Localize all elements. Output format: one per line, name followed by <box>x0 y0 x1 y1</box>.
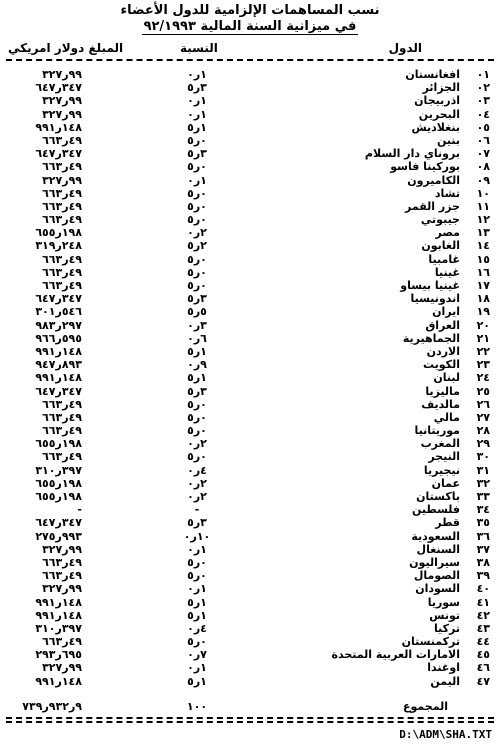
row-number: ٢٨ <box>476 424 490 438</box>
country-name: فلسطين <box>412 503 460 517</box>
header-amount: المبلغ دولار امريكي <box>8 41 124 55</box>
country-name: سوريا <box>427 595 460 609</box>
row-percentage: ٠ر٥ <box>187 424 207 438</box>
row-number: ٢٢ <box>476 344 490 358</box>
country-name: تركيا <box>434 621 460 635</box>
contributions-table <box>0 68 500 688</box>
row-amount: ٤٩ر٦٦٣ <box>42 199 82 213</box>
row-number: ٤٥ <box>476 648 490 662</box>
row-percentage: ٣ر٥ <box>187 292 207 306</box>
row-percentage: ٠ر٥ <box>187 160 207 174</box>
table-row <box>0 174 500 187</box>
row-amount: ٩٩ر٣٢٧ <box>42 68 82 81</box>
row-percentage: ٣ر٥ <box>187 147 207 161</box>
row-number: ١٥ <box>476 252 490 266</box>
country-name: السودان <box>415 582 460 596</box>
table-row <box>0 477 500 490</box>
row-number: ٢٠ <box>476 318 490 332</box>
table-row <box>0 108 500 121</box>
row-amount: ٣٤٧ر٦٤٧ <box>35 292 82 306</box>
row-percentage: ١ر٥ <box>187 120 207 134</box>
row-amount: ٤٩ر٦٦٣ <box>42 160 82 174</box>
table-row <box>0 239 500 252</box>
row-number: ٤٠ <box>476 582 490 596</box>
table-row <box>0 437 500 450</box>
row-number: ١١ <box>476 199 490 213</box>
row-percentage: ٢ر٠ <box>187 226 207 240</box>
table-row <box>0 385 500 398</box>
table-row <box>0 81 500 94</box>
row-percentage: ٦ر٠ <box>187 331 207 345</box>
table-row <box>0 596 500 609</box>
row-percentage: ١ر٥ <box>187 674 207 688</box>
table-row <box>0 450 500 463</box>
row-percentage: ٣ر٥ <box>187 516 207 530</box>
table-row <box>0 582 500 595</box>
row-number: ١٨ <box>476 292 490 306</box>
country-name: باكستان <box>416 490 460 503</box>
row-percentage: ٠ر٥ <box>187 450 207 464</box>
row-amount: ٤٩ر٦٦٣ <box>42 410 82 424</box>
row-amount: ١٤٨ر٩٩١ <box>35 595 82 609</box>
row-amount: ٢٩٧ر٩٨٣ <box>35 318 82 332</box>
row-number: ٣٨ <box>476 555 490 569</box>
row-percentage: ٢ر٠ <box>187 476 207 490</box>
total-row <box>0 700 500 714</box>
row-amount: ٣٤٧ر٦٤٧ <box>35 516 82 530</box>
country-name: غامبيا <box>428 252 460 266</box>
file-path: D:\ADM\SHA.TXT <box>399 728 492 741</box>
table-row <box>0 556 500 569</box>
row-amount: ٤٩ر٦٦٣ <box>42 133 82 147</box>
row-percentage: ٠ر٥ <box>187 635 207 649</box>
row-percentage: ٤ر٠ <box>187 463 207 477</box>
row-number: ٣٤ <box>476 503 490 517</box>
row-amount: ٤٩ر٦٦٣ <box>42 397 82 411</box>
table-row <box>0 266 500 279</box>
row-number: ٢٤ <box>476 371 490 385</box>
country-name: مالي <box>433 410 460 424</box>
row-amount: ٤٩ر٦٦٣ <box>42 265 82 279</box>
row-percentage: ٠ر٥ <box>187 265 207 279</box>
row-number: ٢٩ <box>476 437 490 451</box>
country-name: بنين <box>436 133 460 147</box>
country-name: بنغلاديش <box>411 120 460 134</box>
row-amount: ٥٤٦ر٣٠١ <box>35 305 82 319</box>
table-row <box>0 530 500 543</box>
country-name: المغرب <box>420 437 460 451</box>
table-row <box>0 358 500 371</box>
row-number: ٤٦ <box>476 661 490 675</box>
country-name: السنغال <box>416 542 460 556</box>
country-name: الصومال <box>413 569 460 583</box>
row-percentage: ١ر٠ <box>187 542 207 556</box>
row-percentage: ٢ر٥ <box>187 239 207 253</box>
document-subtitle-text: في ميزانية السنة المالية ٩٢/١٩٩٣ <box>143 19 357 34</box>
row-percentage: ١ر٥ <box>187 608 207 622</box>
row-amount: ١٩٨ر٦٥٥ <box>35 476 82 490</box>
country-name: البحرين <box>418 107 460 121</box>
row-amount: ٣٤٧ر٦٤٧ <box>35 384 82 398</box>
row-amount: ١٩٨ر٦٥٥ <box>35 490 82 503</box>
row-number: ٢٧ <box>476 410 490 424</box>
row-percentage: - <box>194 503 200 517</box>
country-name: بوركينا فاسو <box>390 160 460 174</box>
row-percentage: ٣ر٠ <box>187 318 207 332</box>
header-divider <box>6 59 494 61</box>
footer-divider <box>6 717 494 719</box>
row-amount: ٩٩ر٣٢٧ <box>42 94 82 108</box>
row-percentage: ١ر٥ <box>187 344 207 358</box>
row-number: ٤٣ <box>476 621 490 635</box>
row-amount: ٨٩٣ر٩٤٧ <box>35 358 82 372</box>
country-name: موريتانيا <box>414 424 460 438</box>
country-name: غينيا <box>434 265 460 279</box>
table-row <box>0 94 500 107</box>
row-number: ٠٨ <box>476 160 490 174</box>
country-name: جزر القمر <box>405 199 460 213</box>
row-amount: ٣٩٧ر٣١٠ <box>35 621 82 635</box>
table-row <box>0 543 500 556</box>
row-percentage: ٠ر٥ <box>187 555 207 569</box>
row-amount: ٤٩ر٦٦٣ <box>42 213 82 227</box>
total-label: المجموع <box>403 700 448 713</box>
row-number: ١٧ <box>476 279 490 292</box>
row-percentage: ٣ر٥ <box>187 384 207 398</box>
table-row <box>0 305 500 318</box>
table-row <box>0 503 500 516</box>
table-row <box>0 516 500 529</box>
country-name: قطر <box>435 516 460 530</box>
row-amount: ٤٩ر٦٦٣ <box>42 635 82 649</box>
row-percentage: ٠ر٥ <box>187 569 207 583</box>
country-name: تركمنستان <box>401 635 460 649</box>
row-number: ٣٥ <box>476 516 490 530</box>
country-name: لبنان <box>433 371 460 385</box>
table-row <box>0 332 500 345</box>
row-percentage: ٠ر٥ <box>187 252 207 266</box>
row-amount: ١٩٨ر٦٥٥ <box>35 437 82 451</box>
row-percentage: ٧ر٠ <box>187 648 207 662</box>
country-name: مالديف <box>421 397 460 411</box>
row-amount: ٤٩ر٦٦٣ <box>42 555 82 569</box>
row-amount: ٤٩ر٦٦٣ <box>42 424 82 438</box>
table-row <box>0 160 500 173</box>
row-number: ٠٩ <box>476 173 490 187</box>
table-row <box>0 200 500 213</box>
row-percentage: ٠ر٥ <box>187 186 207 200</box>
table-row <box>0 569 500 582</box>
row-percentage: ١ر٠ <box>187 94 207 108</box>
row-amount: ٣٤٧ر٦٤٧ <box>35 147 82 161</box>
row-amount: ٣٤٧ر٦٤٧ <box>35 81 82 95</box>
row-percentage: ١ر٠ <box>187 661 207 675</box>
row-number: ٣٠ <box>476 450 490 464</box>
country-name: الامارات العربية المتحدة <box>331 648 460 662</box>
row-percentage: ٠ر٥ <box>187 213 207 227</box>
row-number: ١٦ <box>476 265 490 279</box>
row-amount: ٣٩٧ر٣١٠ <box>35 463 82 477</box>
row-number: ١٤ <box>476 239 490 253</box>
table-row <box>0 675 500 688</box>
total-percentage: ١٠٠ <box>186 700 208 713</box>
row-amount: ٦٩٥ر٢٩٣ <box>35 648 82 662</box>
table-row <box>0 226 500 239</box>
table-row <box>0 622 500 635</box>
row-number: ٠٧ <box>476 147 490 161</box>
document-subtitle <box>0 19 500 34</box>
header-percentage: النسبة <box>180 41 218 55</box>
country-name: اوغندا <box>427 661 460 675</box>
row-percentage: ١ر٠ <box>187 582 207 596</box>
row-number: ٤٤ <box>476 635 490 649</box>
country-name: اليمن <box>430 674 460 688</box>
country-name: الجزائر <box>422 81 460 95</box>
document-title: نسب المساهمات الإلزامية للدول الأعضاء <box>120 3 380 18</box>
row-number: ٣٦ <box>476 529 490 543</box>
table-row <box>0 490 500 503</box>
total-amount: ٩ر٩٣٢ر٧٣٩ <box>22 700 82 713</box>
row-percentage: ٠ر٥ <box>187 410 207 424</box>
country-name: ماليزيا <box>425 384 460 398</box>
row-number: ٢٥ <box>476 384 490 398</box>
country-name: الغابون <box>421 239 460 253</box>
row-amount: ٩٩ر٣٢٧ <box>42 542 82 556</box>
row-amount: ٤٩ر٦٦٣ <box>42 450 82 464</box>
country-name: عمان <box>431 476 460 490</box>
table-row <box>0 319 500 332</box>
row-number: ٣٩ <box>476 569 490 583</box>
country-name: النيجر <box>428 450 460 464</box>
row-number: ٠٢ <box>476 81 490 95</box>
row-amount: ٩٩ر٣٢٧ <box>42 107 82 121</box>
row-percentage: ٠ر٥ <box>187 397 207 411</box>
row-number: ١٢ <box>476 213 490 227</box>
row-amount: ١٤٨ر٩٩١ <box>35 120 82 134</box>
table-row <box>0 68 500 81</box>
country-name: اندونيسيا <box>410 292 460 306</box>
row-number: ٠٦ <box>476 133 490 147</box>
country-name: غينيا بيساو <box>400 279 460 292</box>
table-row <box>0 134 500 147</box>
table-row <box>0 464 500 477</box>
table-row <box>0 345 500 358</box>
row-amount: ٤٩ر٦٦٣ <box>42 186 82 200</box>
row-percentage: ١٠ر٠ <box>183 529 211 543</box>
row-percentage: ٠ر٥ <box>187 199 207 213</box>
table-row <box>0 398 500 411</box>
row-percentage: ٤ر٠ <box>187 621 207 635</box>
row-percentage: ٢ر٠ <box>187 437 207 451</box>
row-amount: ٤٩ر٦٦٣ <box>42 569 82 583</box>
row-number: ٣٣ <box>476 490 490 503</box>
row-amount: ١٤٨ر٩٩١ <box>35 608 82 622</box>
country-name: ايران <box>432 305 460 319</box>
row-amount: - <box>77 503 82 517</box>
row-amount: ٩٩ر٣٢٧ <box>42 582 82 596</box>
table-row <box>0 253 500 266</box>
table-row <box>0 661 500 674</box>
table-row <box>0 648 500 661</box>
row-number: ٣٢ <box>476 476 490 490</box>
country-name: سيراليون <box>409 555 460 569</box>
row-number: ٢٦ <box>476 397 490 411</box>
row-percentage: ١ر٥ <box>187 371 207 385</box>
row-percentage: ٠ر٥ <box>187 133 207 147</box>
country-name: اذربيجان <box>414 94 460 108</box>
table-row <box>0 424 500 437</box>
row-number: ١٠ <box>476 186 490 200</box>
country-name: الجماهيرية <box>402 331 460 345</box>
table-row <box>0 371 500 384</box>
country-name: بروناي دار السلام <box>364 147 460 161</box>
table-row <box>0 213 500 226</box>
table-row <box>0 279 500 292</box>
row-number: ٢٣ <box>476 358 490 372</box>
row-percentage: ١ر٠ <box>187 173 207 187</box>
country-name: الكويت <box>423 358 460 372</box>
row-percentage: ٣ر٥ <box>187 81 207 95</box>
table-row <box>0 411 500 424</box>
country-name: نيجيريا <box>423 463 460 477</box>
table-row <box>0 635 500 648</box>
row-number: ٢١ <box>476 331 490 345</box>
row-percentage: ٢ر٠ <box>187 490 207 503</box>
row-number: ٤٢ <box>476 608 490 622</box>
row-amount: ٩٩ر٣٢٧ <box>42 173 82 187</box>
row-number: ٠١ <box>476 68 490 81</box>
row-amount: ٤٩ر٦٦٣ <box>42 279 82 292</box>
table-row <box>0 147 500 160</box>
footer-divider <box>6 721 494 723</box>
table-row <box>0 187 500 200</box>
table-row <box>0 292 500 305</box>
row-number: ٠٣ <box>476 94 490 108</box>
row-percentage: ١ر٠ <box>187 107 207 121</box>
row-number: ٠٥ <box>476 120 490 134</box>
country-name: الاردن <box>426 344 460 358</box>
row-percentage: ١ر٠ <box>187 68 207 81</box>
table-row <box>0 121 500 134</box>
country-name: تونس <box>429 608 460 622</box>
country-name: افغانستان <box>405 68 460 81</box>
country-name: تشاد <box>434 186 460 200</box>
row-amount: ١٤٨ر٩٩١ <box>35 344 82 358</box>
country-name: العراق <box>425 318 460 332</box>
row-number: ٤٧ <box>476 674 490 688</box>
row-number: ١٩ <box>476 305 490 319</box>
row-percentage: ٩ر٠ <box>187 358 207 372</box>
row-number: ٣١ <box>476 463 490 477</box>
row-percentage: ١ر٥ <box>187 595 207 609</box>
row-number: ٤١ <box>476 595 490 609</box>
row-amount: ١٤٨ر٩٩١ <box>35 371 82 385</box>
country-name: مصر <box>435 226 460 240</box>
table-row <box>0 609 500 622</box>
country-name: السعودية <box>411 529 460 543</box>
country-name: جيبوتي <box>420 213 460 227</box>
header-country: الدول <box>388 41 422 55</box>
row-amount: ٥٩٥ر٩٦٦ <box>35 331 82 345</box>
row-amount: ٩٩ر٣٢٧ <box>42 661 82 675</box>
row-number: ١٣ <box>476 226 490 240</box>
row-amount: ٢٤٨ر٣١٩ <box>35 239 82 253</box>
row-number: ٠٤ <box>476 107 490 121</box>
row-percentage: ٥ر٥ <box>187 305 207 319</box>
row-amount: ١٩٨ر٦٥٥ <box>35 226 82 240</box>
row-amount: ٤٩ر٦٦٣ <box>42 252 82 266</box>
row-percentage: ٠ر٥ <box>187 279 207 292</box>
row-number: ٣٧ <box>476 542 490 556</box>
row-amount: ١٤٨ر٩٩١ <box>35 674 82 688</box>
row-amount: ٩٩٣ر٢٧٥ <box>35 529 82 543</box>
country-name: الكاميرون <box>407 173 460 187</box>
